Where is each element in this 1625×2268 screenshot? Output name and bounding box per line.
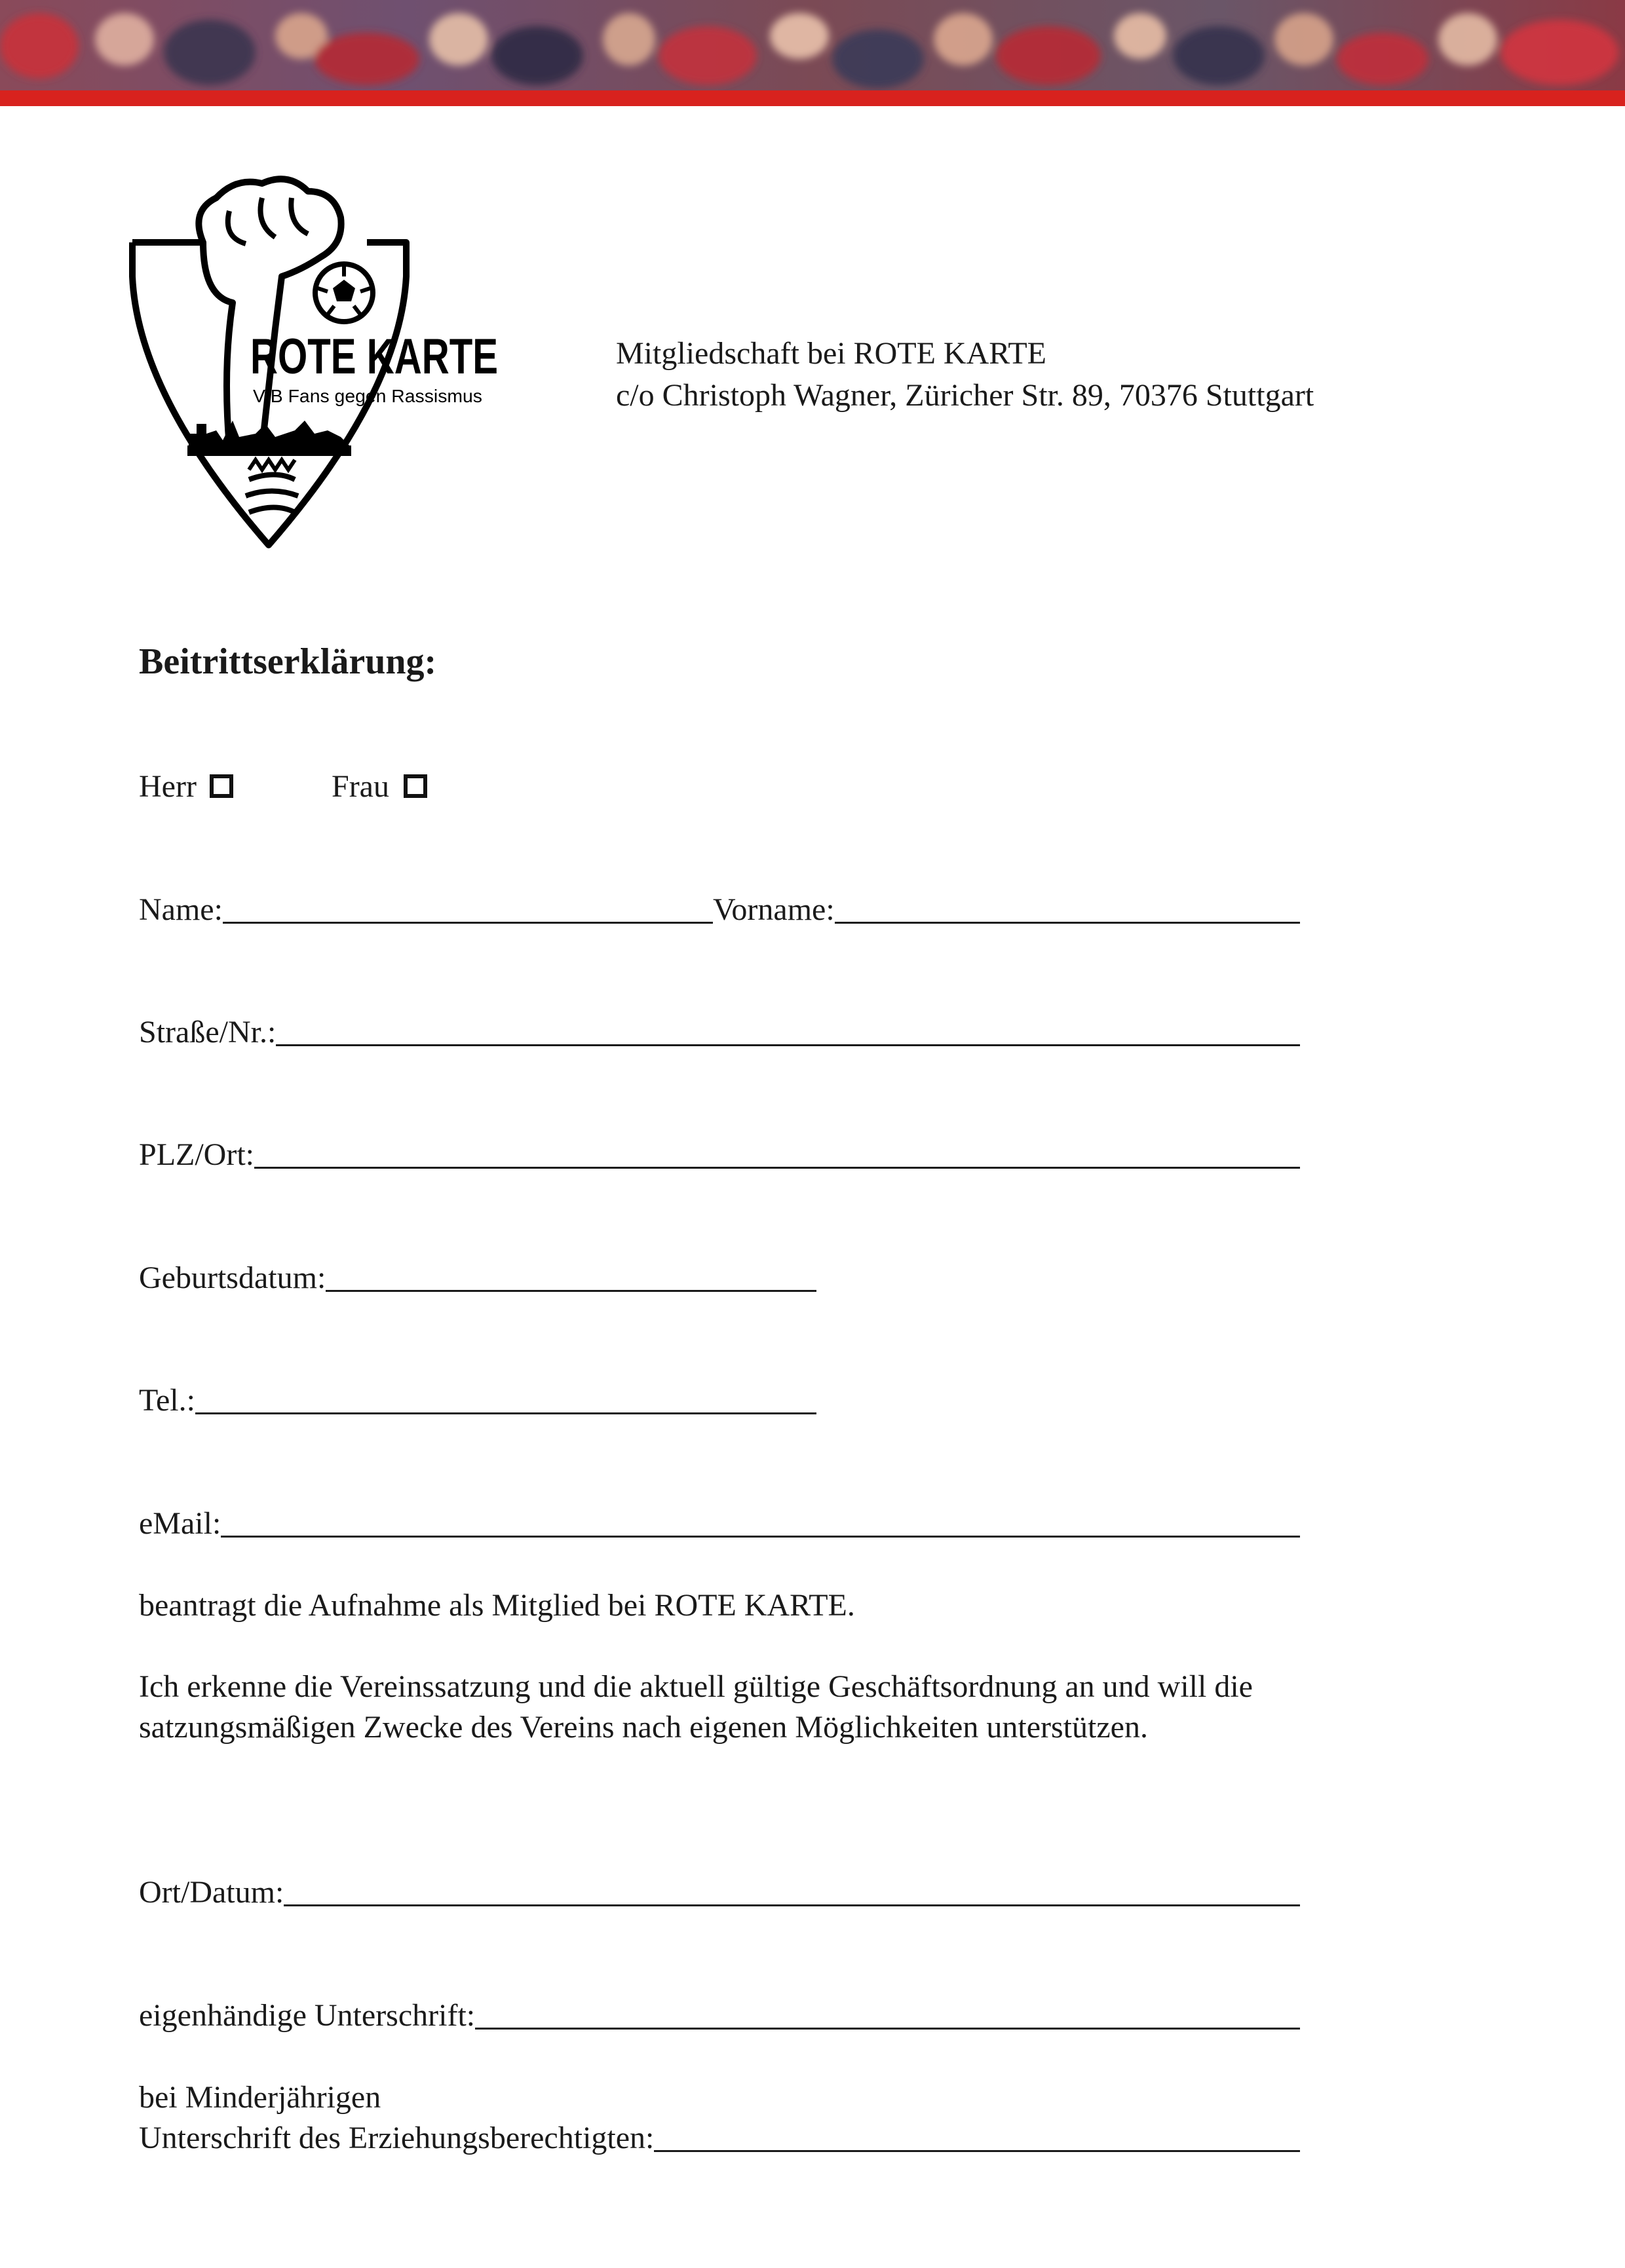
email-field[interactable]: [221, 1536, 1300, 1538]
rote-karte-logo: [124, 172, 511, 552]
guardian-signature-field[interactable]: [654, 2150, 1300, 2152]
header-red-stripe: [0, 90, 1625, 106]
minor-note: bei Minderjährigen: [139, 2080, 381, 2115]
tel-field[interactable]: [195, 1412, 816, 1414]
strasse-row: [139, 1012, 1300, 1053]
frau-checkbox[interactable]: [404, 774, 427, 798]
salutation-frau-label: Frau: [332, 769, 389, 804]
form-title: Beitrittserklärung:: [139, 641, 437, 682]
unterschrift-row: [139, 1995, 1300, 2036]
ort-datum-row: [139, 1872, 1300, 1913]
strasse-field[interactable]: [276, 1044, 1300, 1046]
plz-ort-field[interactable]: [254, 1167, 1300, 1169]
geburtsdatum-label: Geburtsdatum:: [139, 1260, 326, 1295]
statement-bylaws-line-2: satzungsmäßigen Zwecke des Vereins nach eigenen Möglichkeiten unterstützen.: [139, 1710, 1148, 1745]
vorname-field[interactable]: [835, 922, 1300, 924]
ort-datum-label: Ort/Datum:: [139, 1875, 284, 1910]
fan-crowd-photo: [0, 0, 1625, 90]
statement-bylaws-line-1: Ich erkenne die Vereinssatzung und die aktuell gültige Geschäftsordnung an und will die: [139, 1669, 1253, 1704]
plz-ort-row: [139, 1135, 1300, 1175]
strasse-label: Straße/Nr.:: [139, 1015, 277, 1049]
guardian-signature-row: [139, 2118, 1300, 2159]
ort-datum-field[interactable]: [284, 1904, 1300, 1906]
name-row: [139, 890, 1300, 930]
header-banner: [0, 0, 1625, 90]
unterschrift-field[interactable]: [475, 2028, 1300, 2030]
herr-checkbox[interactable]: [210, 774, 233, 798]
email-row: [139, 1503, 1300, 1544]
name-field[interactable]: [223, 922, 713, 924]
tel-row: [139, 1380, 816, 1421]
guardian-signature-label: Unterschrift des Erziehungsberechtigten:: [139, 2121, 655, 2155]
address-line-2: c/o Christoph Wagner, Züricher Str. 89, 70376 Stuttgart: [616, 378, 1314, 413]
email-label: eMail:: [139, 1506, 221, 1541]
geburtsdatum-row: [139, 1258, 816, 1298]
address-line-1: Mitgliedschaft bei ROTE KARTE: [616, 336, 1046, 371]
statement-application: beantragt die Aufnahme als Mitglied bei ROTE KARTE.: [139, 1588, 855, 1623]
tel-label: Tel.:: [139, 1383, 195, 1418]
name-label: Name:: [139, 892, 223, 927]
vorname-label: Vorname:: [712, 892, 835, 927]
unterschrift-label: eigenhändige Unterschrift:: [139, 1998, 476, 2033]
salutation-herr-label: Herr: [139, 769, 197, 804]
plz-ort-label: PLZ/Ort:: [139, 1137, 254, 1172]
geburtsdatum-field[interactable]: [326, 1290, 816, 1292]
svg-text:VfB Fans gegen Rassismus: VfB Fans gegen Rassismus: [253, 386, 482, 406]
svg-text:ROTE KARTE: ROTE KARTE: [250, 329, 498, 385]
